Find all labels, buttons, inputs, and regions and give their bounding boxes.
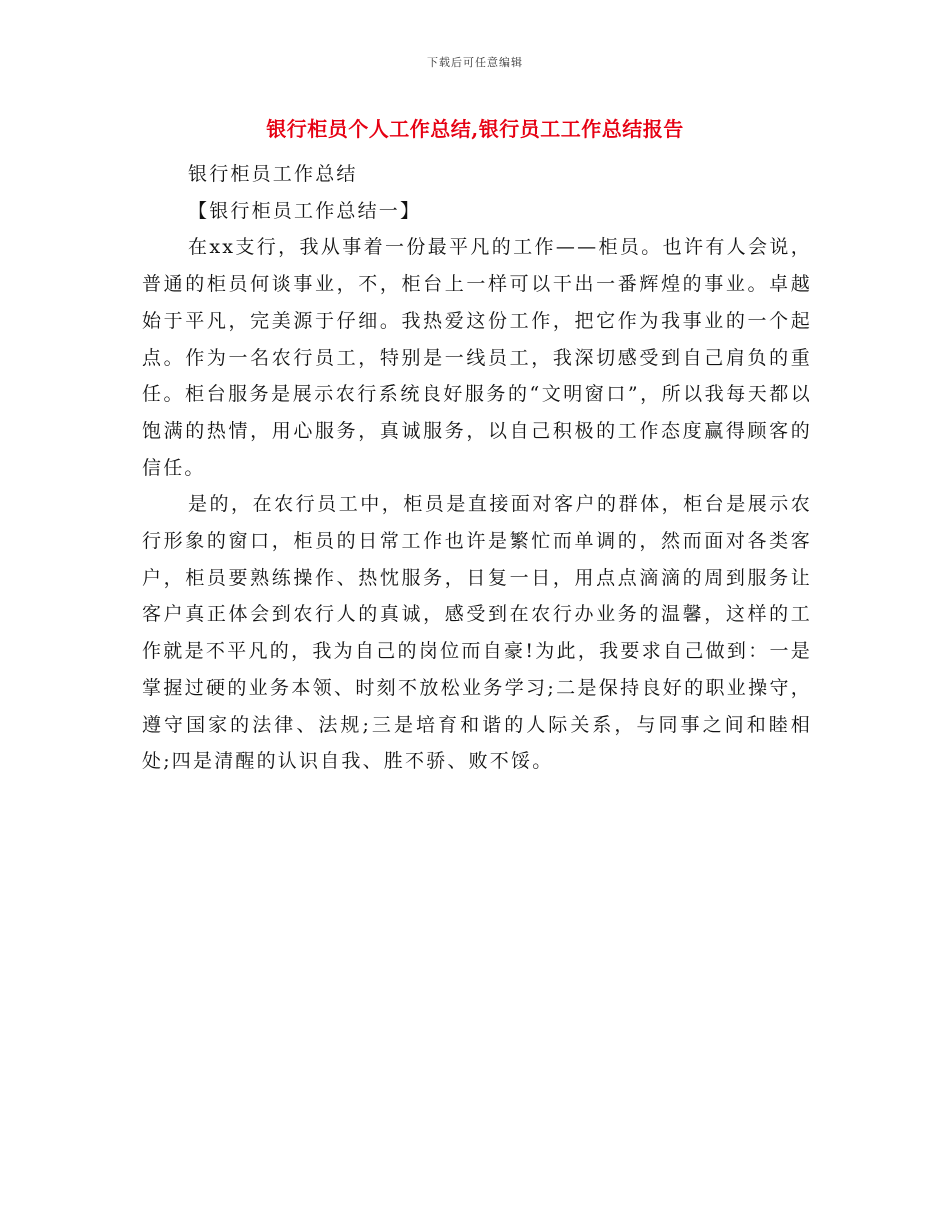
document-heading: 银行柜员工作总结	[188, 163, 358, 185]
paragraph-2: 是的，在农行员工中，柜员是直接面对客户的群体，柜台是展示农行形象的窗口，柜员的日常工作也许是繁忙而单调的，然而面对各类客户，柜员要熟练操作、热忱服务，日复一日，用点点滴滴的周到服务让客户真正体会到农行人的真诚，感受到在农行办业务的温馨，这样的工作就是不平凡的，我为自己的岗位而自豪!为此，我要求自己做到：一是掌握过硬的业务本领、时刻不放松业务学习;二是保持良好的职业操守，遵守国家的法律、法规;三是培育和谐的人际关系，与同事之间和睦相处;四是清醒的认识自我、胜不骄、败不馁。	[142, 493, 812, 773]
document-body	[142, 156, 812, 780]
document-title: 银行柜员个人工作总结,银行员工工作总结报告	[266, 117, 684, 141]
section-title: 【银行柜员工作总结一】	[188, 199, 422, 222]
paragraph-1: 在xx支行，我从事着一份最平凡的工作——柜员。也许有人会说，普通的柜员何谈事业，不，柜台上一样可以干出一番辉煌的事业。卓越始于平凡，完美源于仔细。我热爱这份工作，把它作为我事业的一个起点。作为一名农行员工，特别是一线员工，我深切感受到自己肩负的重任。柜台服务是展示农行系统良好服务的“文明窗口”，所以我每天都以饱满的热情，用心服务，真诚服务，以自己积极的工作态度赢得顾客的信任。	[142, 236, 812, 479]
header-note: 下载后可任意编辑	[427, 56, 523, 69]
